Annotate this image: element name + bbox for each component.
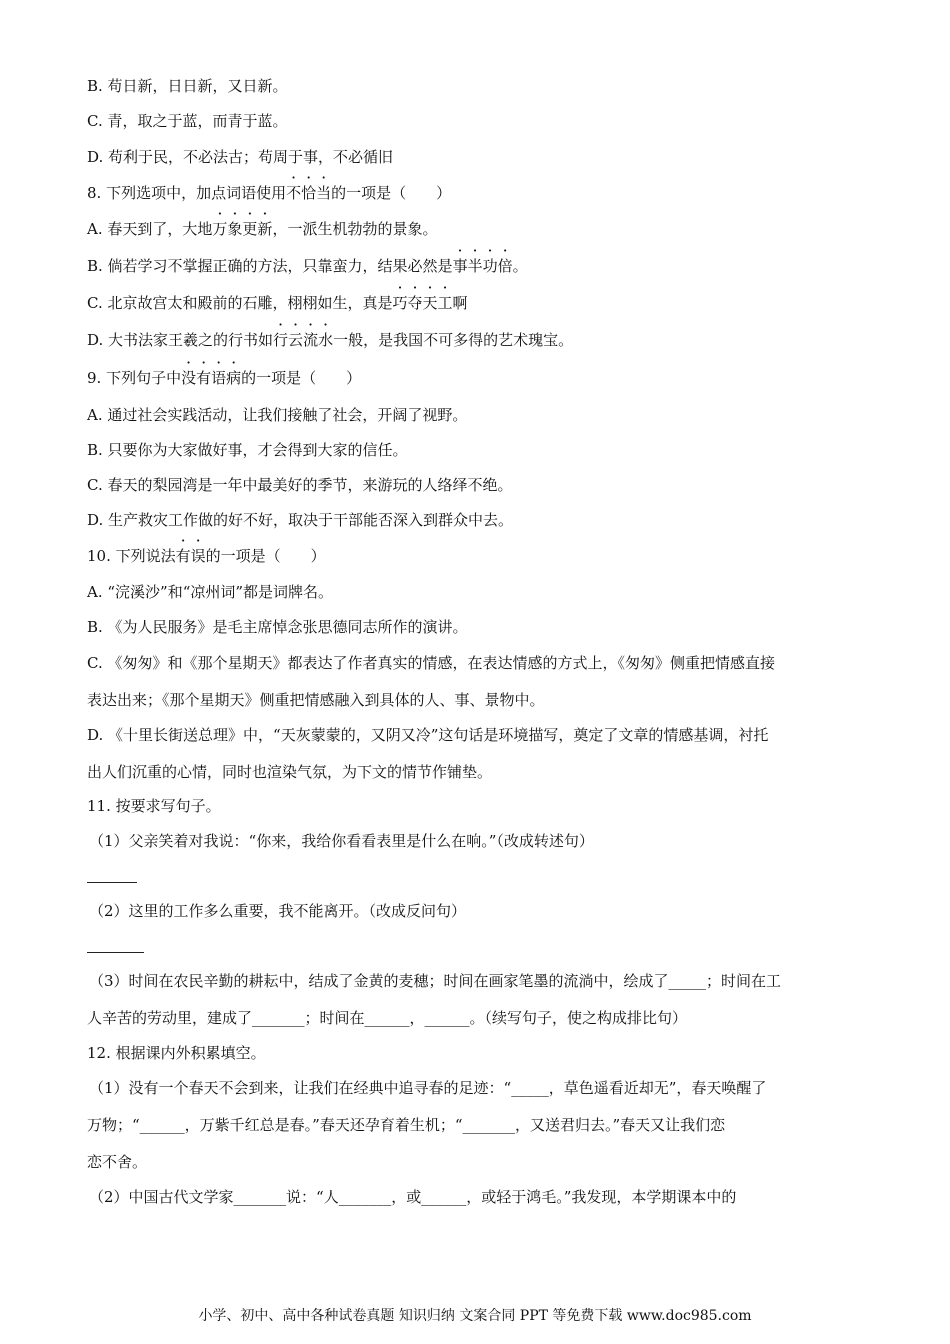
q10-option-b: B. 《为人民服务》是毛主席悼念张思德同志所作的演讲。 — [87, 618, 468, 636]
text: A. 春天到了，大地 — [87, 220, 213, 238]
text: C. 北京故宫太和殿前的石雕，栩栩如生，真是 — [87, 294, 393, 312]
q7-option-b: B. 苟日新，日日新，又日新。 — [87, 77, 288, 95]
dotted-char: 当 — [316, 184, 332, 202]
q9-option-d: D. 生产救灾工作做的好不好，取决于干部能否深入到群众中去。 — [87, 511, 514, 529]
dotted-char: 天 — [422, 294, 438, 312]
q11-part1: （1）父亲笑着对我说：“你来，我给你看看表里是什么在响。”（改成转述句） — [89, 832, 594, 850]
dotted-char: 工 — [437, 294, 453, 312]
q7-option-c: C. 青，取之于蓝，而青于蓝。 — [87, 112, 288, 130]
q12-part1-line3: 恋不舍。 — [87, 1153, 148, 1171]
dotted-char: 功 — [482, 257, 498, 275]
q12-stem: 12. 根据课内外积累填空。 — [87, 1044, 266, 1062]
dotted-char: 巧 — [392, 294, 408, 312]
dotted-char: 象 — [227, 220, 243, 238]
q9-option-b: B. 只要你为大家做好事，才会得到大家的信任。 — [87, 441, 408, 459]
dotted-char: 万 — [212, 220, 228, 238]
q7-option-d: D. 苟利于民，不必法古；苟周于事，不必循旧 — [87, 148, 394, 166]
text: D. 大书法家王羲之的行书如 — [87, 331, 274, 349]
q12-part1-line2: 万物；“______，万紫千红总是春。”春天还孕育着生机；“_______，又送君归去。”春天又让我们恋 — [87, 1116, 726, 1134]
text: ，一派生机勃勃的景象。 — [272, 220, 438, 238]
dotted-char: 流 — [303, 331, 319, 349]
answer-blank-line[interactable] — [87, 952, 144, 953]
text: 。 — [512, 257, 528, 275]
dotted-char: 恰 — [301, 184, 317, 202]
dotted-char: 没 — [181, 369, 197, 387]
text: 10. 下列说法 — [87, 547, 176, 565]
dotted-char: 病 — [226, 369, 242, 387]
dotted-char: 半 — [467, 257, 483, 275]
q8-option-c — [87, 293, 867, 313]
dotted-char: 新 — [257, 220, 273, 238]
q11-part3-line1: （3）时间在农民辛勤的耕耘中，结成了金黄的麦穗；时间在画家笔墨的流淌中，绘成了_____；时间在工 — [89, 972, 782, 990]
dotted-char: 有 — [196, 369, 212, 387]
text: 9. 下列句子中 — [87, 369, 182, 387]
text: 一般，是我国不可多得的艺术瑰宝。 — [333, 331, 574, 349]
text: 的一项是（ ） — [241, 369, 362, 387]
text: 啊 — [452, 294, 468, 312]
q10-option-c-line1: C. 《匆匆》和《那个星期天》都表达了作者真实的情感，在表达情感的方式上，《匆匆》侧重把情感直接 — [87, 654, 775, 672]
q11-stem: 11. 按要求写句子。 — [87, 797, 221, 815]
q8-option-b — [87, 256, 867, 276]
dotted-char: 夺 — [407, 294, 423, 312]
q10-option-d-line1: D. 《十里长街送总理》中，“天灰蒙蒙的，又阴又冷”这句话是环境描写，奠定了文章的情感基调，衬托 — [87, 726, 769, 744]
q8-stem-post: 的一项是（ ） — [331, 184, 452, 202]
q12-part1-line1: （1）没有一个春天不会到来，让我们在经典中追寻春的足迹：“_____，草色遥看近却无”，春天唤醒了 — [89, 1079, 767, 1097]
dotted-char: 误 — [190, 547, 206, 565]
q10-stem — [87, 546, 867, 566]
q9-option-c: C. 春天的梨园湾是一年中最美好的季节，来游玩的人络绎不绝。 — [87, 476, 513, 494]
q10-option-c-line2: 表达出来；《那个星期天》侧重把情感融入到具体的人、事、景物中。 — [87, 691, 545, 709]
q8-option-a — [87, 219, 867, 239]
dotted-char: 有 — [175, 547, 191, 565]
dotted-char: 更 — [242, 220, 258, 238]
dotted-char: 云 — [288, 331, 304, 349]
dotted-char: 倍 — [497, 257, 513, 275]
page-footer: 小学、初中、高中各种试卷真题 知识归纳 文案合同 PPT 等免费下载 www.doc985.com — [198, 1308, 752, 1324]
dotted-char: 语 — [211, 369, 227, 387]
text: 的一项是（ ） — [205, 547, 326, 565]
q11-part2: （2）这里的工作多么重要，我不能离开。（改成反问句） — [89, 902, 467, 920]
q8-stem — [87, 183, 867, 203]
q10-option-d-line2: 出人们沉重的心情，同时也渲染气氛，为下文的情节作铺垫。 — [87, 763, 493, 781]
dotted-char: 不 — [286, 184, 302, 202]
q12-part2: （2）中国古代文学家_______说：“人_______，或______，或轻于鸿毛。”我发现，本学期课本中的 — [89, 1188, 737, 1206]
q8-stem-pre: 8. 下列选项中，加点词语使用 — [87, 184, 287, 202]
q9-stem — [87, 368, 867, 388]
answer-blank-line[interactable] — [87, 882, 137, 883]
text: B. 倘若学习不掌握正确的方法，只靠蛮力，结果必然是 — [87, 257, 453, 275]
q8-option-d — [87, 330, 867, 350]
q10-option-a: A. “浣溪沙”和“凉州词”都是词牌名。 — [87, 583, 334, 601]
dotted-char: 水 — [318, 331, 334, 349]
dotted-char: 行 — [273, 331, 289, 349]
dotted-char: 事 — [452, 257, 468, 275]
q9-option-a: A. 通过社会实践活动，让我们接触了社会，开阔了视野。 — [87, 406, 468, 424]
q11-part3-line2: 人辛苦的劳动里，建成了_______；时间在______，______。（续写句子，使之构成排比句） — [87, 1009, 688, 1027]
